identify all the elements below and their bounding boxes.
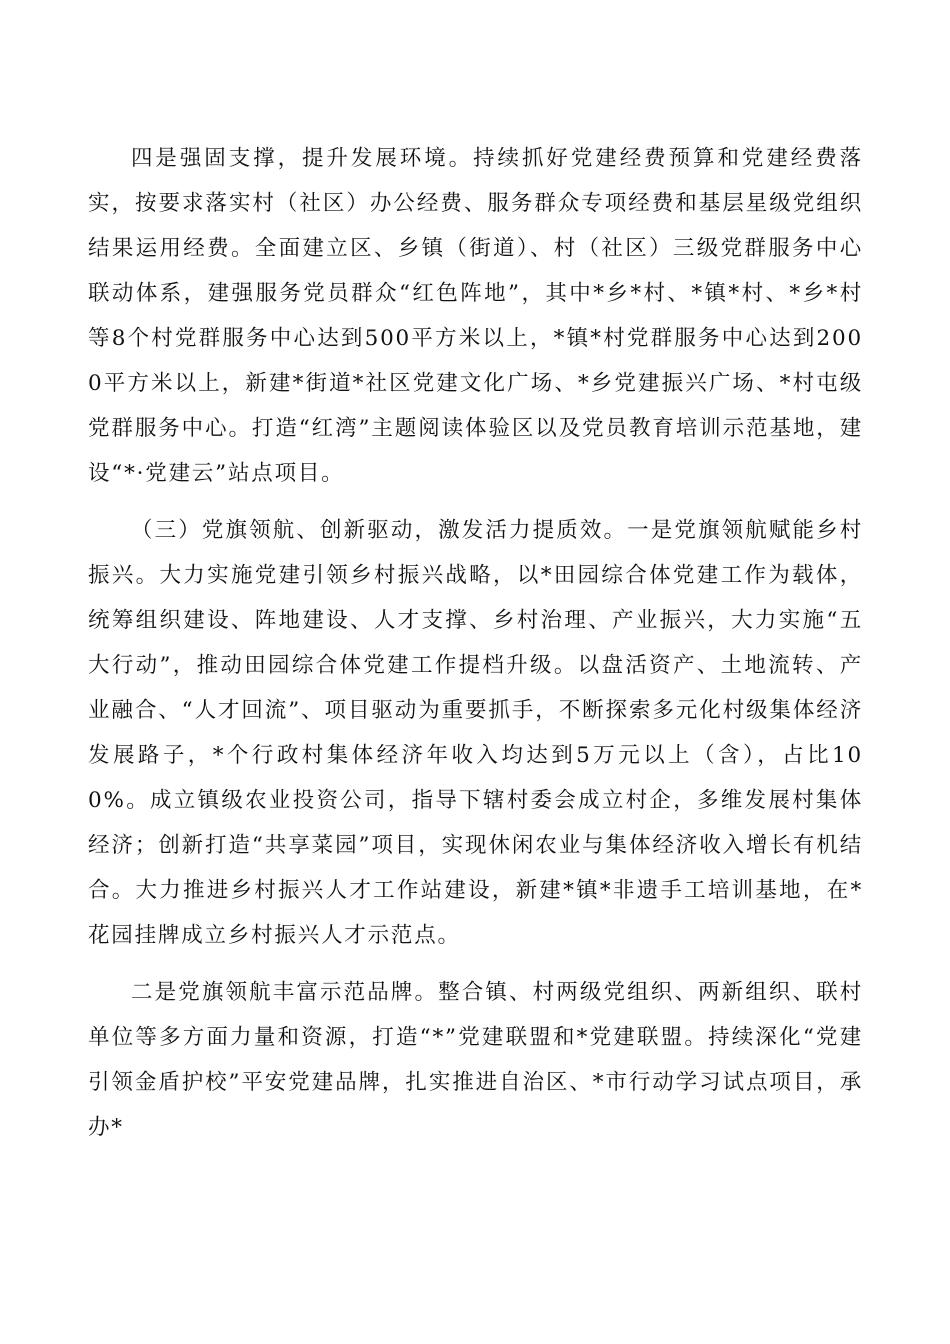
paragraph-support-environment: 四是强固支撑，提升发展环境。持续抓好党建经费预算和党建经费落实，按要求落实村（社区）办公经费、服务群众专项经费和基层星级党组织结果运用经费。全面建立区、乡镇（街道）、村（社区）三级党群服务中心联动体系，建强服务党员群众“红色阵地”，其中*乡*村、*镇*村、*乡*村等8个村党群服务中心达到500平方米以上，*镇*村党群服务中心达到2000平方米以上，新建*街道*社区党建文化广场、*乡党建振兴广场、*村屯级党群服务中心。打造“红湾”主题阅读体验区以及党员教育培训示范基地，建设“*·党建云”站点项目。 — [88, 146, 863, 486]
paragraph-gap — [88, 496, 863, 508]
paragraph-party-flag-innovation: （三）党旗领航、创新驱动，激发活力提质效。一是党旗领航赋能乡村振兴。大力实施党建引领乡村振兴战略，以*田园综合体党建工作为载体，统筹组织建设、阵地建设、人才支撑、乡村治理、产业振兴，大力实施“五大行动”，推动田园综合体党建工作提档升级。以盘活资产、土地流转、产业融合、“人才回流”、项目驱动为重要抓手，不断探索多元化村级集体经济发展路子，*个行政村集体经济年收入均达到5万元以上（含），占比100%。成立镇级农业投资公司，指导下辖村委会成立村企，多维发展村集体经济；创新打造“共享菜园”项目，实现休闲农业与集体经济收入增长有机结合。大力推进乡村振兴人才工作站建设，新建*镇*非遗手工培训基地，在*花园挂牌成立乡村振兴人才示范点。 — [88, 518, 863, 948]
paragraph-gap — [88, 958, 863, 970]
document-body — [88, 136, 863, 1150]
paragraph-demonstration-brand: 二是党旗领航丰富示范品牌。整合镇、村两级党组织、两新组织、联村单位等多方面力量和资源，打造“*”党建联盟和*党建联盟。持续深化“党建引领金盾护校”平安党建品牌，扎实推进自治区、*市行动学习试点项目，承办* — [88, 980, 863, 1140]
